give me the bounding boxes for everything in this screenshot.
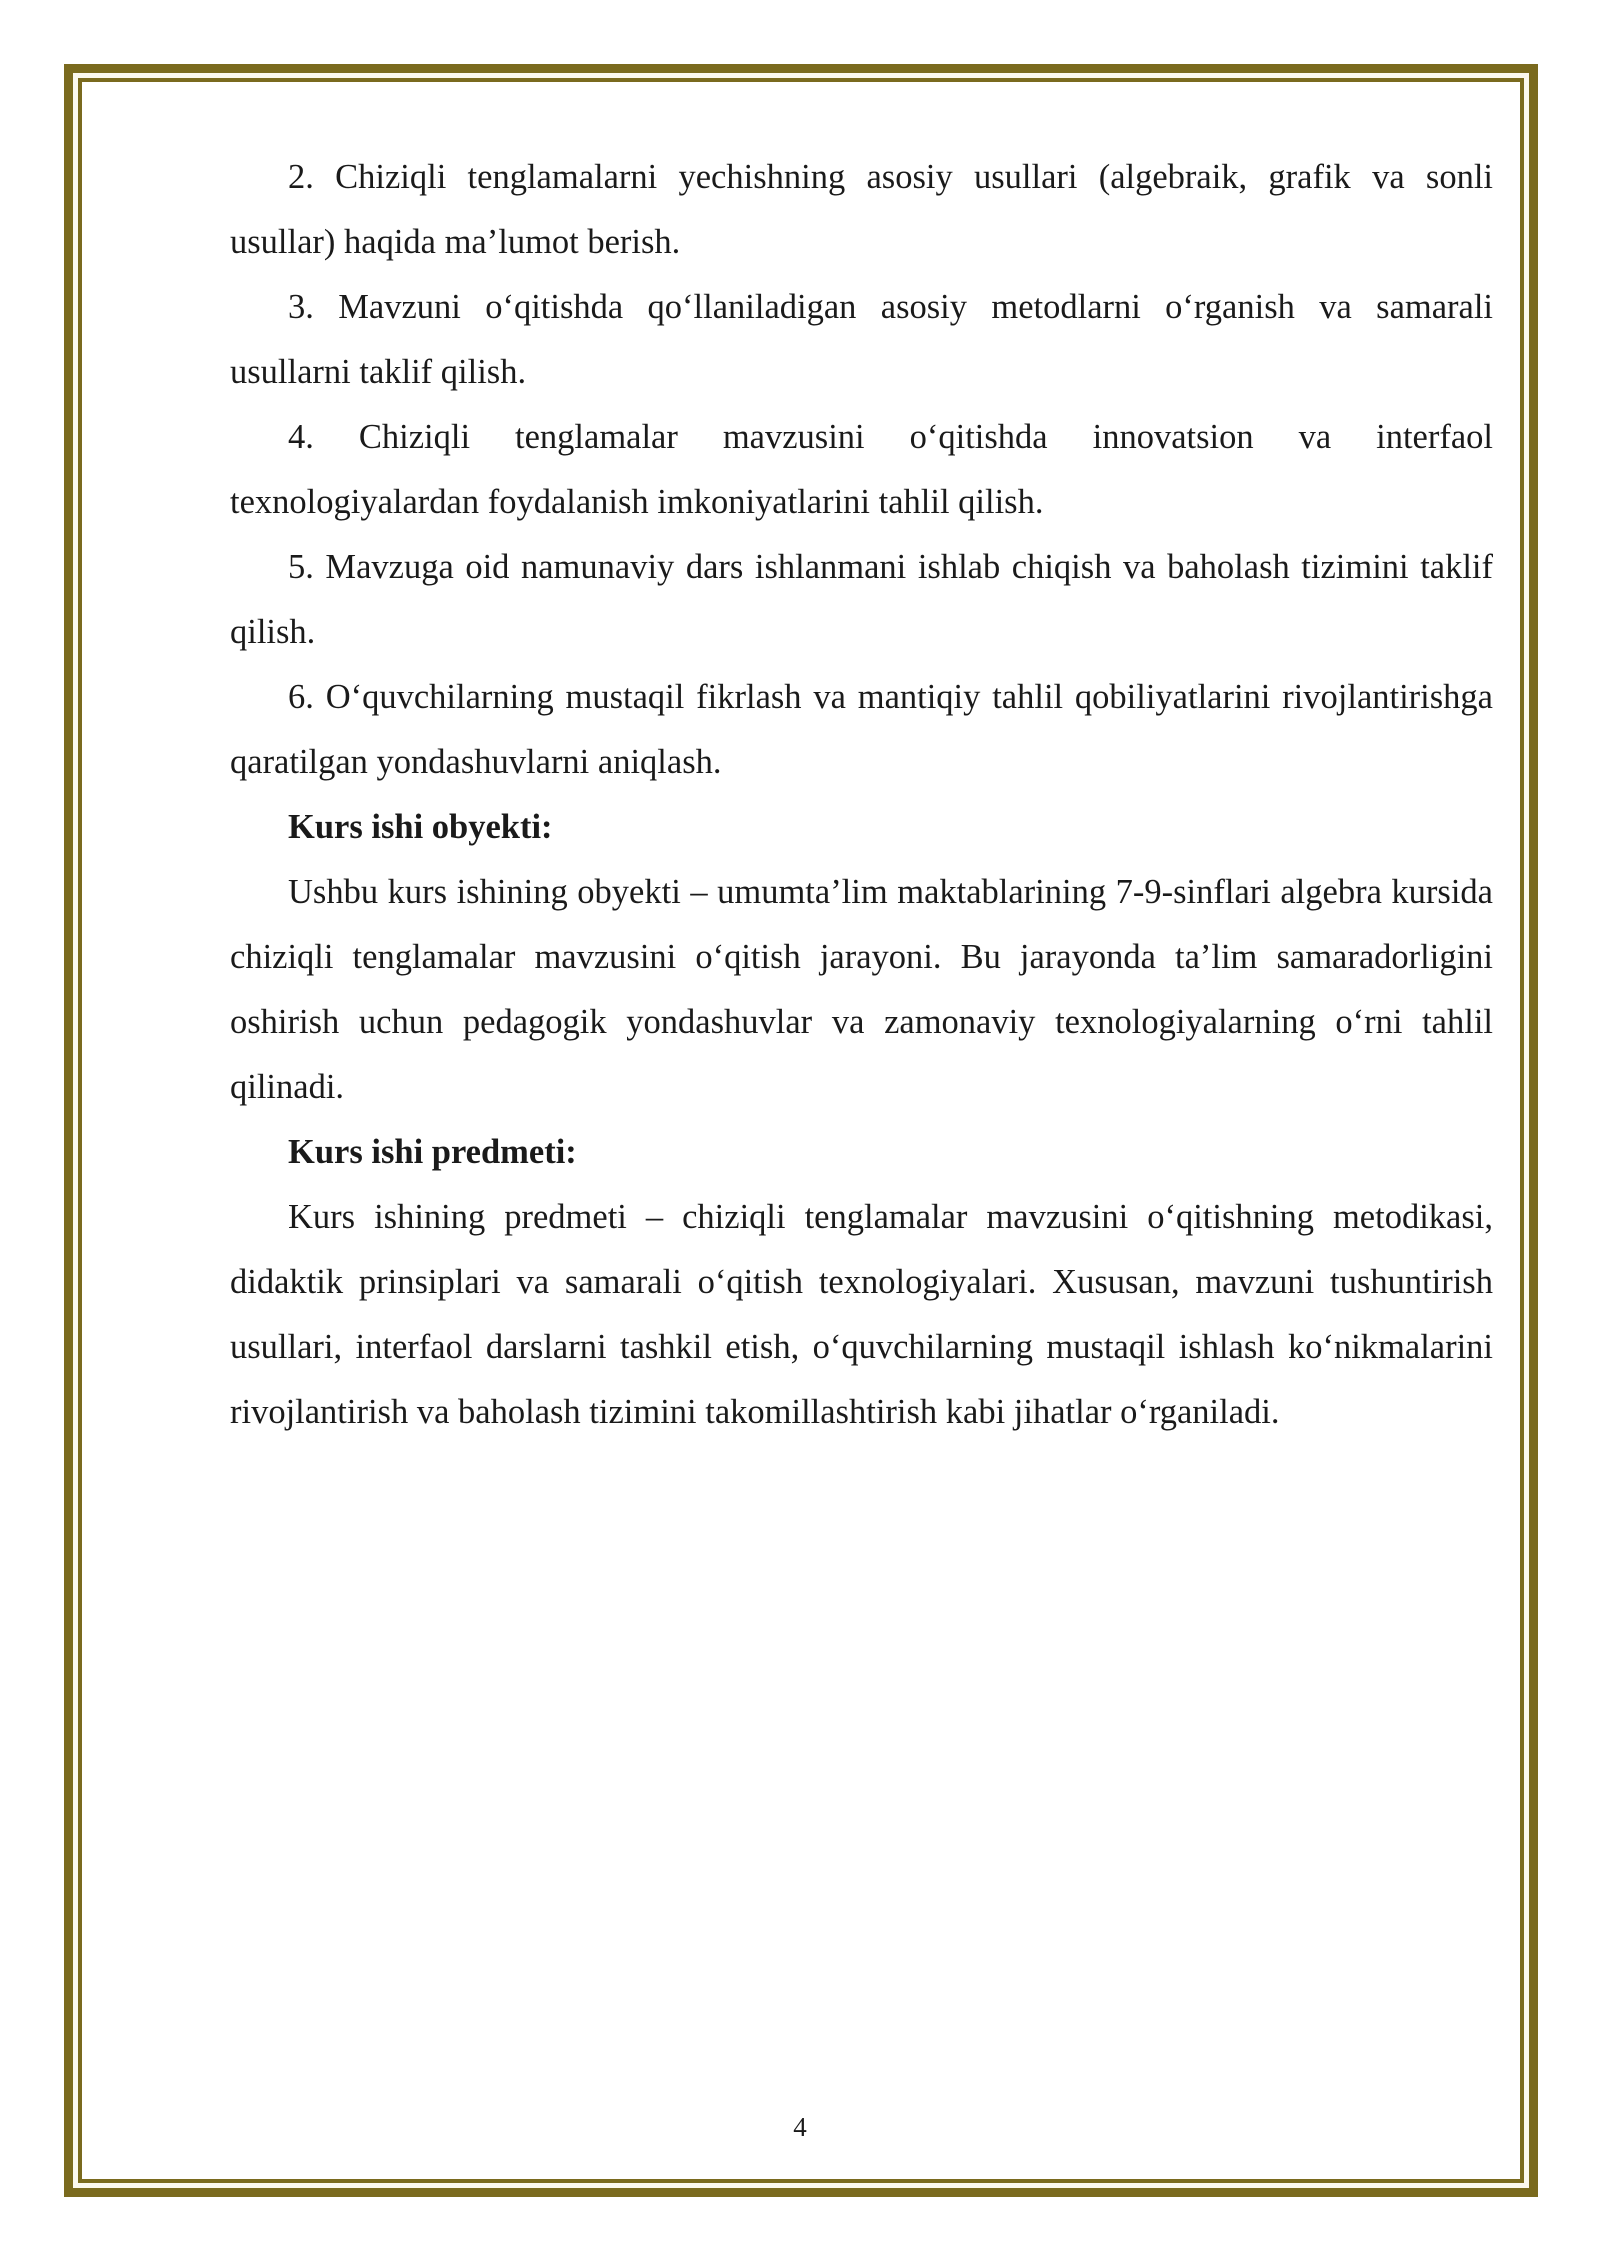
paragraph-object: Ushbu kurs ishining obyekti – umumta’lim maktablarining 7-9-sinflari algebra kursida chiziqli tenglamalar mavzusini o‘qitish jarayoni. Bu jarayonda ta’lim samaradorligini oshirish uchun pedagogik yondashuvlar va zamonaviy texnologiyalarning o‘rni tahlil qilinadi. <box>230 873 1493 1106</box>
paragraph-item-5: 5. Mavzuga oid namunaviy dars ishlanmani ishlab chiqish va baholash tizimini taklif qilish. <box>230 548 1493 651</box>
page-number: 4 <box>793 2112 807 2142</box>
paragraph-item-2: 2. Chiziqli tenglamalarni yechishning asosiy usullari (algebraik, grafik va sonli usullar) haqida ma’lumot berish. <box>230 158 1493 261</box>
paragraph-item-6: 6. O‘quvchilarning mustaqil fikrlash va mantiqiy tahlil qobiliyatlarini rivojlantirishga qaratilgan yondashuvlarni aniqlash. <box>230 678 1493 781</box>
paragraph-item-4: 4. Chiziqli tenglamalar mavzusini o‘qitishda innovatsion va interfaol texnologiyalardan foydalanish imkoniyatlarini tahlil qilish. <box>230 418 1493 521</box>
paragraph-item-3: 3. Mavzuni o‘qitishda qo‘llaniladigan asosiy metodlarni o‘rganish va samarali usullarni taklif qilish. <box>230 288 1493 391</box>
section-heading-object: Kurs ishi obyekti: <box>288 808 553 846</box>
paragraph-subject: Kurs ishining predmeti – chiziqli tenglamalar mavzusini o‘qitishning metodikasi, didaktik prinsiplari va samarali o‘qitish texnologiyalari. Xususan, mavzuni tushuntirish usullari, interfaol darslarni tashkil etish, o‘quvchilarning mustaqil ishlash ko‘nikmalarini rivojlantirish va baholash tizimini takomillashtirish kabi jihatlar o‘rganiladi. <box>230 1198 1493 1431</box>
document-body <box>230 145 1493 1445</box>
section-heading-subject: Kurs ishi predmeti: <box>288 1133 577 1171</box>
